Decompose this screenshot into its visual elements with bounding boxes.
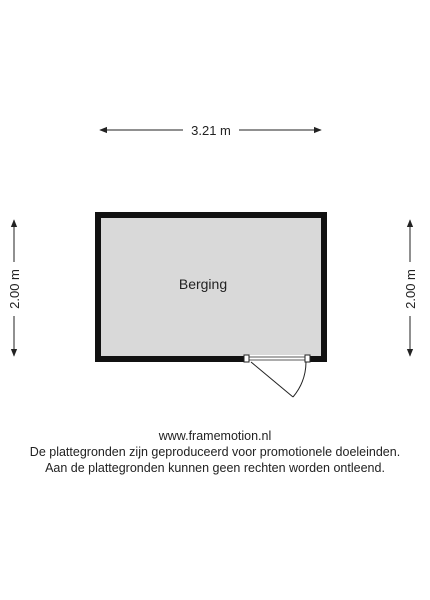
- door-leaf: [251, 362, 293, 397]
- footer-url: www.framemotion.nl: [158, 429, 272, 443]
- door-swing-arc: [293, 362, 306, 397]
- width-dimension-label: 3.21 m: [191, 123, 231, 138]
- height-right-label: 2.00 m: [403, 269, 418, 309]
- height-dimension-right: [403, 220, 418, 356]
- door-jamb-left: [244, 355, 249, 362]
- door-opening: [244, 355, 310, 363]
- height-left-label: 2.00 m: [7, 269, 22, 309]
- height-dimension-left: [7, 220, 22, 356]
- door-jamb-right: [305, 355, 310, 362]
- door: [244, 355, 310, 397]
- room-label: Berging: [178, 276, 228, 292]
- width-dimension: [100, 123, 321, 138]
- footer-disclaimer-line2: Aan de plattegronden kunnen geen rechten worden ontleend.: [45, 461, 385, 475]
- room-berging: [95, 212, 327, 362]
- footer-disclaimer-line1: De plattegronden zijn geproduceerd voor promotionele doeleinden.: [29, 445, 401, 459]
